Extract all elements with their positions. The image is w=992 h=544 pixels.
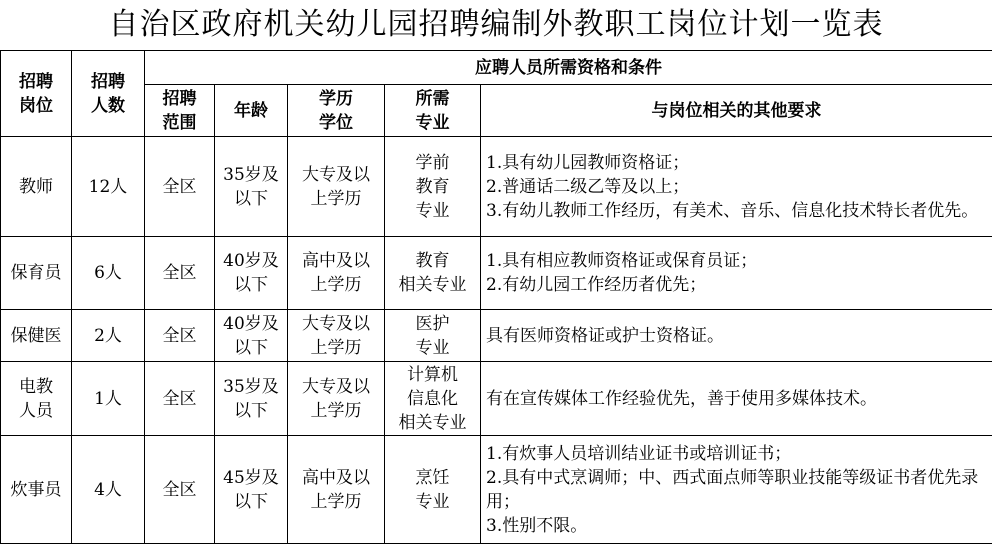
cell-major: 烹饪 专业 (385, 436, 481, 544)
cell-position: 电教 人员 (1, 362, 72, 436)
header-education: 学历 学位 (288, 85, 385, 137)
cell-education: 大专及以 上学历 (288, 362, 385, 436)
cell-age: 45岁及 以下 (215, 436, 288, 544)
cell-education: 大专及以 上学历 (288, 137, 385, 237)
table-row (1, 137, 992, 237)
cell-count: 4人 (72, 436, 145, 544)
page-title: 自治区政府机关幼儿园招聘编制外教职工岗位计划一览表 (0, 0, 992, 52)
cell-age: 40岁及 以下 (215, 310, 288, 362)
cell-position: 炊事员 (1, 436, 72, 544)
cell-major: 教育 相关专业 (385, 237, 481, 310)
header-major: 所需 专业 (385, 85, 481, 137)
cell-count: 6人 (72, 237, 145, 310)
cell-count: 2人 (72, 310, 145, 362)
cell-scope: 全区 (145, 310, 215, 362)
cell-major: 医护 专业 (385, 310, 481, 362)
cell-education: 大专及以 上学历 (288, 310, 385, 362)
cell-position: 保育员 (1, 237, 72, 310)
cell-count: 1人 (72, 362, 145, 436)
cell-scope: 全区 (145, 237, 215, 310)
cell-scope: 全区 (145, 362, 215, 436)
cell-position: 保健医 (1, 310, 72, 362)
recruitment-table (0, 50, 992, 544)
cell-other: 1.具有幼儿园教师资格证； 2.普通话二级乙等及以上； 3.有幼儿教师工作经历，有美术、音乐、信息化技术特长者优先。 (481, 137, 992, 237)
header-age: 年龄 (215, 85, 288, 137)
cell-position: 教师 (1, 137, 72, 237)
cell-count: 12人 (72, 137, 145, 237)
cell-other: 有在宣传媒体工作经验优先，善于使用多媒体技术。 (481, 362, 992, 436)
table-row (1, 436, 992, 544)
cell-age: 35岁及 以下 (215, 362, 288, 436)
header-count: 招聘 人数 (72, 51, 145, 137)
cell-major: 计算机 信息化 相关专业 (385, 362, 481, 436)
header-other: 与岗位相关的其他要求 (481, 85, 992, 137)
cell-other: 1.具有相应教师资格证或保育员证； 2.有幼儿园工作经历者优先； (481, 237, 992, 310)
cell-scope: 全区 (145, 137, 215, 237)
cell-age: 40岁及 以下 (215, 237, 288, 310)
table-row (1, 310, 992, 362)
header-position: 招聘 岗位 (1, 51, 72, 137)
cell-age: 35岁及 以下 (215, 137, 288, 237)
cell-education: 高中及以 上学历 (288, 436, 385, 544)
table-row (1, 362, 992, 436)
table-row (1, 237, 992, 310)
cell-education: 高中及以 上学历 (288, 237, 385, 310)
cell-major: 学前 教育 专业 (385, 137, 481, 237)
header-scope: 招聘 范围 (145, 85, 215, 137)
cell-scope: 全区 (145, 436, 215, 544)
header-qualification-group: 应聘人员所需资格和条件 (145, 51, 992, 85)
cell-other: 1.有炊事人员培训结业证书或培训证书； 2.具有中式烹调师；中、西式面点师等职业技能等级证书者优先录用； 3.性别不限。 (481, 436, 992, 544)
cell-other: 具有医师资格证或护士资格证。 (481, 310, 992, 362)
